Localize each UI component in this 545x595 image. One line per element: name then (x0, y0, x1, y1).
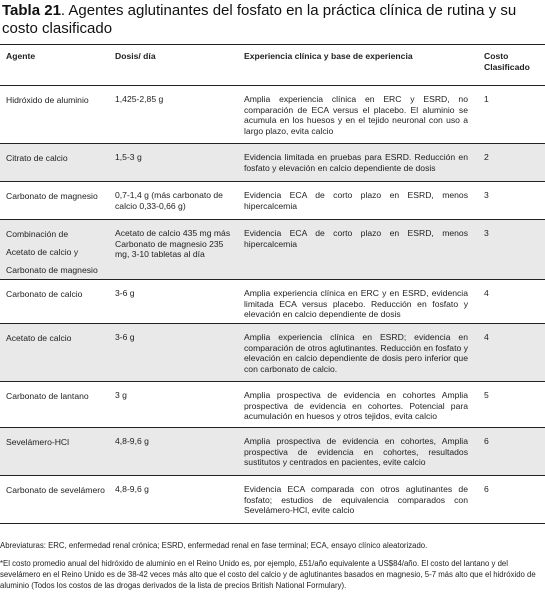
cell-costo: 2 (484, 152, 489, 162)
table-row (0, 144, 545, 182)
abbreviations-note: Abreviaturas: ERC, enfermedad renal crónica; ESRD, enfermedad renal en fase terminal; ECA, ensayo clínico aleatorizado. (0, 541, 428, 550)
cell-experiencia: Amplia prospectiva de evidencia en cohortes Amplia prospectiva de evidencia en cohortes. Potencial para acumulación en huesos y otros tejidos, evita calcio (244, 390, 468, 421)
table-row (0, 182, 545, 220)
cell-agente: Hidróxido de aluminio (6, 95, 89, 105)
cell-costo: 5 (484, 390, 489, 400)
cell-agente: Sevelámero-HCl (6, 437, 70, 447)
cell-costo: 6 (484, 436, 489, 446)
cell-costo: 4 (484, 288, 489, 298)
table-header-row (0, 45, 545, 86)
cell-agente: Carbonato de magnesio (6, 191, 98, 201)
table-row (0, 382, 545, 428)
cell-experiencia: Evidencia ECA comparada con otros aglutinantes de fosfato; estudios de equivalencia comparados con Sevelámero-HCl, evite calcio (244, 484, 468, 515)
cell-dosis: 1,425-2,85 g (115, 94, 164, 104)
cost-footnote: *El costo promedio anual del hidróxido de aluminio en el Reino Unido es, por ejemplo, £51/año equivalente a US$84/año. El costo del lantano y del sevelámero en el Reino Unido es de 38-42 veces más alto que el costo del calcio y de aglutinantes basados en magnesio, 5-7 más alto que el hidróxido de aluminio (Todos los costos de las drogas derivados de la lista de precios British National Formulary). (0, 559, 536, 590)
cell-dosis: 1,5-3 g (115, 152, 142, 162)
cell-experiencia: Amplia prospectiva de evidencia en cohortes, Amplia prospectiva de evidencia en cohortes, resultados sustitutos y centrados en pacientes, evite calcio (244, 436, 468, 467)
table-caption (2, 2, 540, 38)
cell-dosis: 3-6 g (115, 332, 135, 342)
table-row (0, 280, 545, 324)
cell-agente: Combinación de Acetato de calcio y Carbonato de magnesio (6, 229, 98, 275)
cell-experiencia: Evidencia ECA de corto plazo en ESRD, menos hipercalcemia (244, 190, 468, 211)
cell-dosis: 0,7-1,4 g (más carbonato de calcio 0,33-0,66 g) (115, 190, 223, 211)
cell-dosis: 4,8-9,6 g (115, 484, 149, 494)
cell-dosis: 3-6 g (115, 288, 135, 298)
caption-label: Tabla 21 (2, 2, 61, 19)
cell-costo: 6 (484, 484, 489, 494)
header-experiencia: Experiencia clínica y base de experiencia (244, 45, 474, 86)
binders-table (0, 44, 545, 524)
caption-text: . Agentes aglutinantes del fosfato en la práctica clínica de rutina y su costo clasificado (2, 2, 517, 37)
cell-dosis: 4,8-9,6 g (115, 436, 149, 446)
cell-experiencia: Amplia experiencia clínica en ERC y ESRD, no comparación de ECA versus el placebo. El aluminio se acumula en los huesos y en el tejido neuronal con uso a largo plazo, evita calcio (244, 94, 468, 136)
cell-experiencia: Evidencia ECA de corto plazo en ESRD, menos hipercalcemia (244, 228, 468, 249)
cell-costo: 3 (484, 190, 489, 200)
cell-experiencia: Amplia experiencia clínica en ESRD; evidencia en comparación de otros aglutinantes. Reducción en fosfato y elevación en calcio dependiente de dosis pero inferior que con carbonato de calcio. (244, 332, 468, 374)
cell-dosis: Acetato de calcio 435 mg más Carbonato de magnesio 235 mg, 3-10 tabletas al día (115, 228, 231, 259)
cell-costo: 4 (484, 332, 489, 342)
cell-agente: Citrato de calcio (6, 153, 68, 163)
cell-agente: Carbonato de calcio (6, 289, 83, 299)
cell-costo: 1 (484, 94, 489, 104)
cell-agente: Acetato de calcio (6, 333, 72, 343)
header-costo: Costo Clasificado (474, 45, 545, 86)
cell-agente: Carbonato de lantano (6, 391, 89, 401)
cell-dosis: 3 g (115, 390, 127, 400)
header-agente: Agente (0, 45, 109, 86)
cell-costo: 3 (484, 228, 489, 238)
table-row (0, 428, 545, 476)
table-row (0, 86, 545, 144)
cell-agente: Carbonato de sevelámero (6, 485, 105, 495)
cell-experiencia: Evidencia limitada en pruebas para ESRD. Reducción en fosfato y elevación en calcio dependiente de dosis (244, 152, 468, 173)
table-row (0, 220, 545, 280)
header-dosis: Dosis/ día (109, 45, 244, 86)
cell-experiencia: Amplia experiencia clínica en ERC y en ESRD, evidencia limitada ECA versus placebo. Reducción en fosfato y elevación en calcio dependiente de dosis (244, 288, 468, 319)
table-row (0, 324, 545, 382)
table-row (0, 476, 545, 524)
